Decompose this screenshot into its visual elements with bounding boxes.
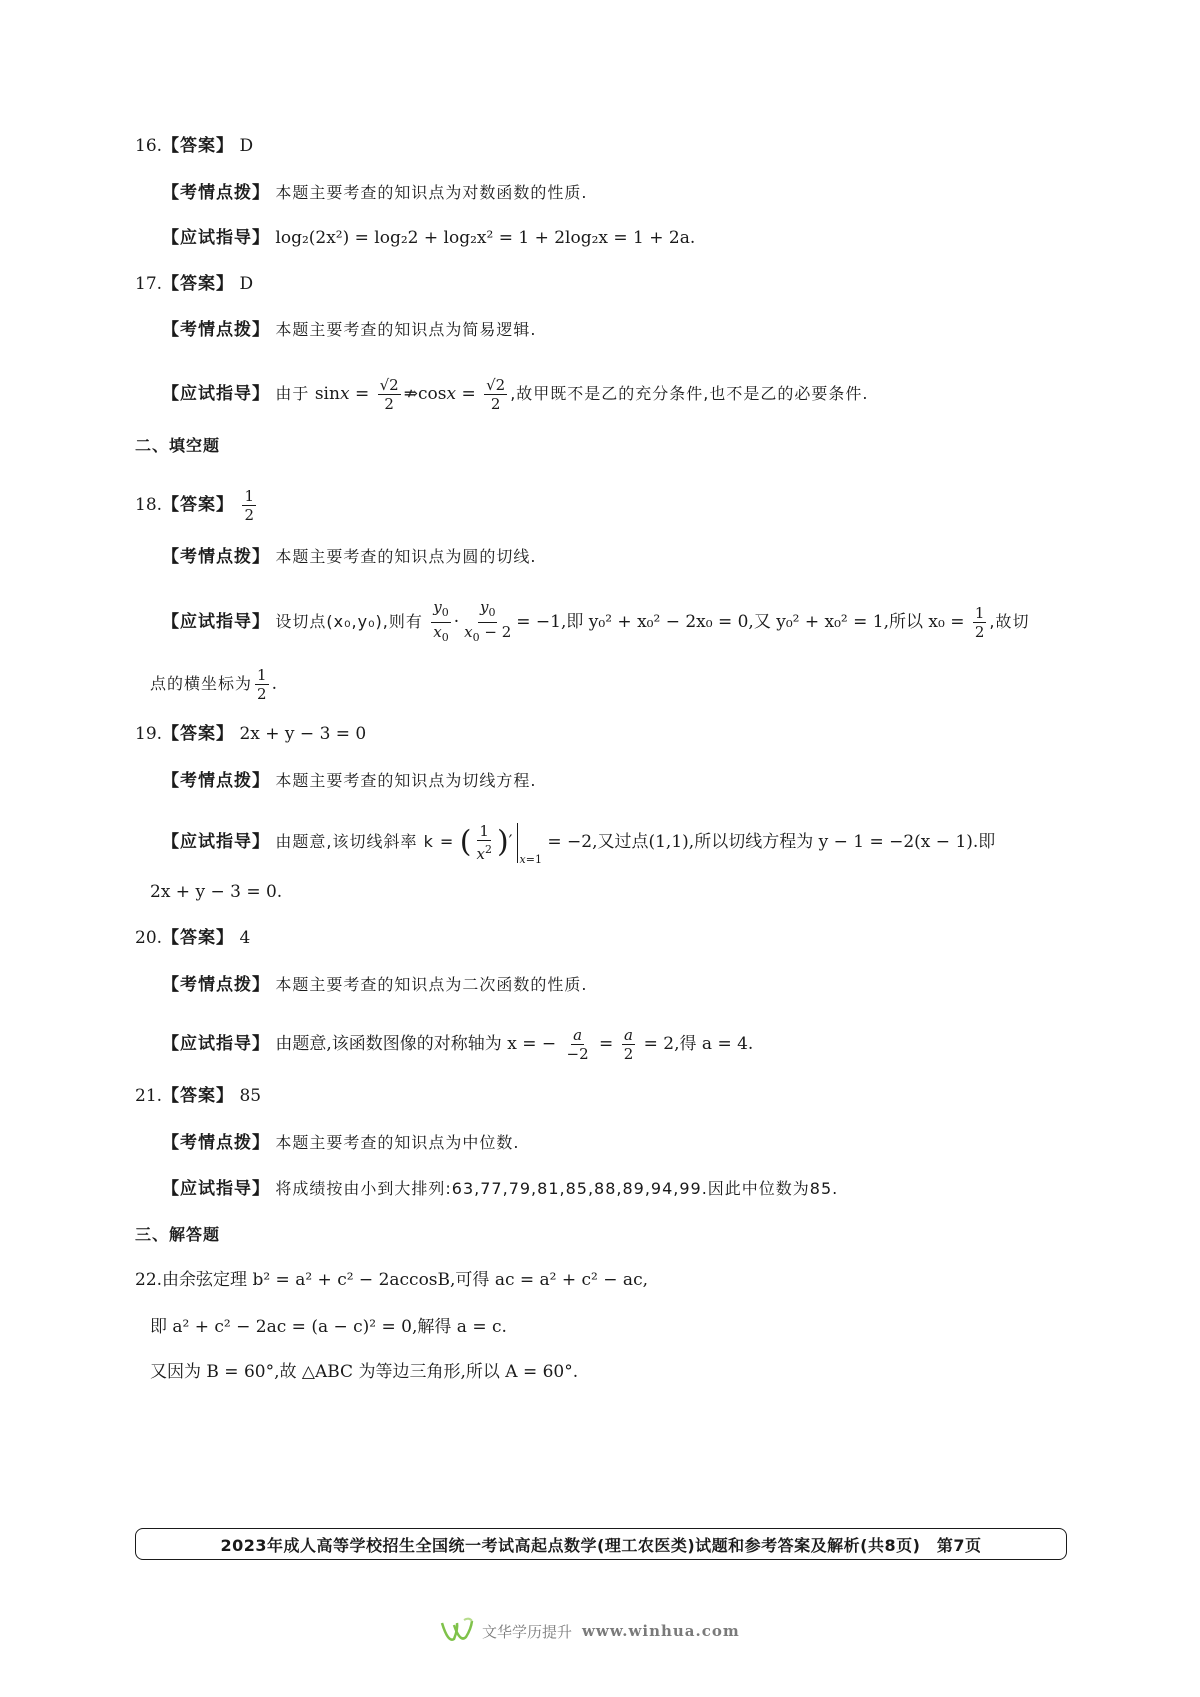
q21-number: 21. bbox=[135, 1086, 163, 1106]
q18-guide-line2-text: 点的横坐标为 bbox=[150, 674, 253, 693]
section-title-answer-questions: 三、解答题 bbox=[135, 1225, 221, 1244]
q18-answer-numerator: 1 bbox=[244, 487, 254, 505]
q21-guide: 将成绩按由小到大排列:63,77,79,81,85,88,89,94,99.因此中位数为85. bbox=[275, 1179, 839, 1198]
q20-guide-pre: 由题意,该函数图像的对称轴为 x = − bbox=[275, 1034, 557, 1054]
answer-label: 【答案】 bbox=[162, 1086, 235, 1106]
q16-number: 16. bbox=[135, 136, 163, 156]
q18-guide-line2: 点的横坐标为 $\frac{1}{2}$ . bbox=[150, 666, 277, 703]
q20-number: 20. bbox=[135, 928, 163, 948]
q20-guide-post: = 2,得 a = 4. bbox=[643, 1034, 754, 1054]
q20-answer-line bbox=[135, 926, 250, 950]
q22-line2 bbox=[150, 1315, 507, 1339]
answer-label: 【答案】 bbox=[162, 928, 235, 948]
q20-guide-line bbox=[162, 1026, 753, 1063]
q19-number: 19. bbox=[135, 724, 163, 744]
q20-point: 本题主要考查的知识点为二次函数的性质. bbox=[275, 975, 588, 994]
point-label: 【考情点拨】 bbox=[162, 183, 270, 203]
q21-guide-line bbox=[162, 1177, 838, 1201]
guide-label: 【应试指导】 bbox=[162, 1179, 270, 1199]
q17-guide-pre: 由于 bbox=[275, 384, 310, 403]
q20-answer: 4 bbox=[239, 928, 251, 948]
point-label: 【考情点拨】 bbox=[162, 547, 270, 567]
guide-label: 【应试指导】 bbox=[162, 228, 270, 248]
point-label: 【考情点拨】 bbox=[162, 1133, 270, 1153]
q17-answer: D bbox=[239, 274, 254, 294]
q17-answer-line bbox=[135, 272, 253, 296]
q19-guide-pre: 由题意,该切线斜率 k = bbox=[275, 832, 455, 851]
q21-answer-line bbox=[135, 1084, 261, 1108]
q17-guide-post: ,故甲既不是乙的充分条件,也不是乙的必要条件. bbox=[510, 384, 869, 403]
q18-guide-line bbox=[162, 598, 1030, 647]
q19-point: 本题主要考查的知识点为切线方程. bbox=[275, 771, 537, 790]
answer-label: 【答案】 bbox=[162, 274, 235, 294]
q18-guide-mid: = −1,即 y₀² + x₀² − 2x₀ = 0,又 y₀² + x₀² = 1,所以 x₀ = bbox=[516, 612, 965, 632]
point-label: 【考情点拨】 bbox=[162, 771, 270, 791]
q18-point: 本题主要考查的知识点为圆的切线. bbox=[275, 547, 537, 566]
q18-frac-half: $\frac{1}{2}$ bbox=[974, 604, 985, 641]
q22-line1 bbox=[135, 1268, 648, 1292]
q16-point: 本题主要考查的知识点为对数函数的性质. bbox=[275, 183, 588, 202]
q16-answer-line bbox=[135, 134, 253, 158]
q19-answer: 2x + y − 3 = 0 bbox=[239, 724, 367, 744]
q18-formula: $\frac{y_0}{x_0}$ · $\frac{y_0}{x_0 - 2}$ bbox=[433, 598, 512, 644]
section-title-fill-in: 二、填空题 bbox=[135, 436, 221, 455]
q19-guide-line bbox=[162, 822, 995, 872]
q21-point-line bbox=[162, 1131, 520, 1155]
page-footer bbox=[135, 1528, 1067, 1560]
q17-point: 本题主要考查的知识点为简易逻辑. bbox=[275, 320, 537, 339]
q18-guide-end: ,故切 bbox=[989, 612, 1030, 631]
watermark-url: www.winhua.com bbox=[582, 1622, 740, 1640]
q21-answer: 85 bbox=[239, 1086, 262, 1106]
q16-guide-line bbox=[162, 226, 695, 250]
q20-formula: $\frac{a}{-2}$ = $\frac{a}{2}$ bbox=[566, 1026, 634, 1063]
winhua-logo-icon bbox=[440, 1617, 474, 1645]
watermark bbox=[440, 1617, 740, 1645]
q22-line1-text: 22.由余弦定理 b² = a² + c² − 2accosB,可得 ac = a² + c² − ac, bbox=[135, 1270, 648, 1290]
q19-formula: ( $\frac{1}{x^2}$ )$'_{x=1}$ bbox=[459, 822, 542, 866]
q21-point: 本题主要考查的知识点为中位数. bbox=[275, 1133, 520, 1152]
point-label: 【考情点拨】 bbox=[162, 975, 270, 995]
q20-point-line bbox=[162, 973, 588, 997]
q17-number: 17. bbox=[135, 274, 163, 294]
guide-label: 【应试指导】 bbox=[162, 384, 270, 404]
answer-label: 【答案】 bbox=[162, 136, 235, 156]
q19-point-line bbox=[162, 769, 537, 793]
q19-guide-post: = −2,又过点(1,1),所以切线方程为 y − 1 = −2(x − 1).即 bbox=[547, 832, 996, 852]
point-label: 【考情点拨】 bbox=[162, 320, 270, 340]
q17-guide-line bbox=[162, 376, 868, 413]
q19-guide-line2 bbox=[150, 880, 282, 904]
watermark-brand: 文华学历提升 bbox=[482, 1622, 573, 1641]
q18-answer-line bbox=[135, 487, 259, 524]
q22-line3-text: 又因为 B = 60°,故 △ABC 为等边三角形,所以 A = 60°. bbox=[150, 1362, 579, 1382]
q17-formula: sinx = $\frac{√2}{2}$ ⇏cosx = $\frac{√2}{2}$ bbox=[314, 376, 506, 413]
q17-point-line bbox=[162, 318, 537, 342]
q16-guide: log₂(2x²) = log₂2 + log₂x² = 1 + 2log₂x = 1 + 2a. bbox=[275, 228, 696, 248]
q22-line2-text: 即 a² + c² − 2ac = (a − c)² = 0,解得 a = c. bbox=[150, 1317, 507, 1337]
guide-label: 【应试指导】 bbox=[162, 612, 270, 632]
footer-text: 2023年成人高等学校招生全国统一考试高起点数学(理工农医类)试题和参考答案及解析(共8页) 第7页 bbox=[220, 1535, 982, 1555]
q18-guide-pre: 设切点(x₀,y₀),则有 bbox=[275, 612, 423, 631]
answer-label: 【答案】 bbox=[162, 724, 235, 744]
q18-point-line bbox=[162, 545, 537, 569]
q18-number: 18. bbox=[135, 495, 163, 515]
q16-answer: D bbox=[239, 136, 254, 156]
q18-answer bbox=[242, 487, 256, 524]
q18-frac-half-2: $\frac{1}{2}$ bbox=[257, 666, 267, 703]
answer-label: 【答案】 bbox=[162, 495, 235, 515]
guide-label: 【应试指导】 bbox=[162, 832, 270, 852]
guide-label: 【应试指导】 bbox=[162, 1034, 270, 1054]
q22-line3 bbox=[150, 1360, 578, 1384]
q16-point-line bbox=[162, 181, 588, 205]
q19-answer-line bbox=[135, 722, 366, 746]
q19-guide-line2-text: 2x + y − 3 = 0. bbox=[150, 882, 283, 902]
q18-answer-denominator: 2 bbox=[244, 506, 254, 524]
